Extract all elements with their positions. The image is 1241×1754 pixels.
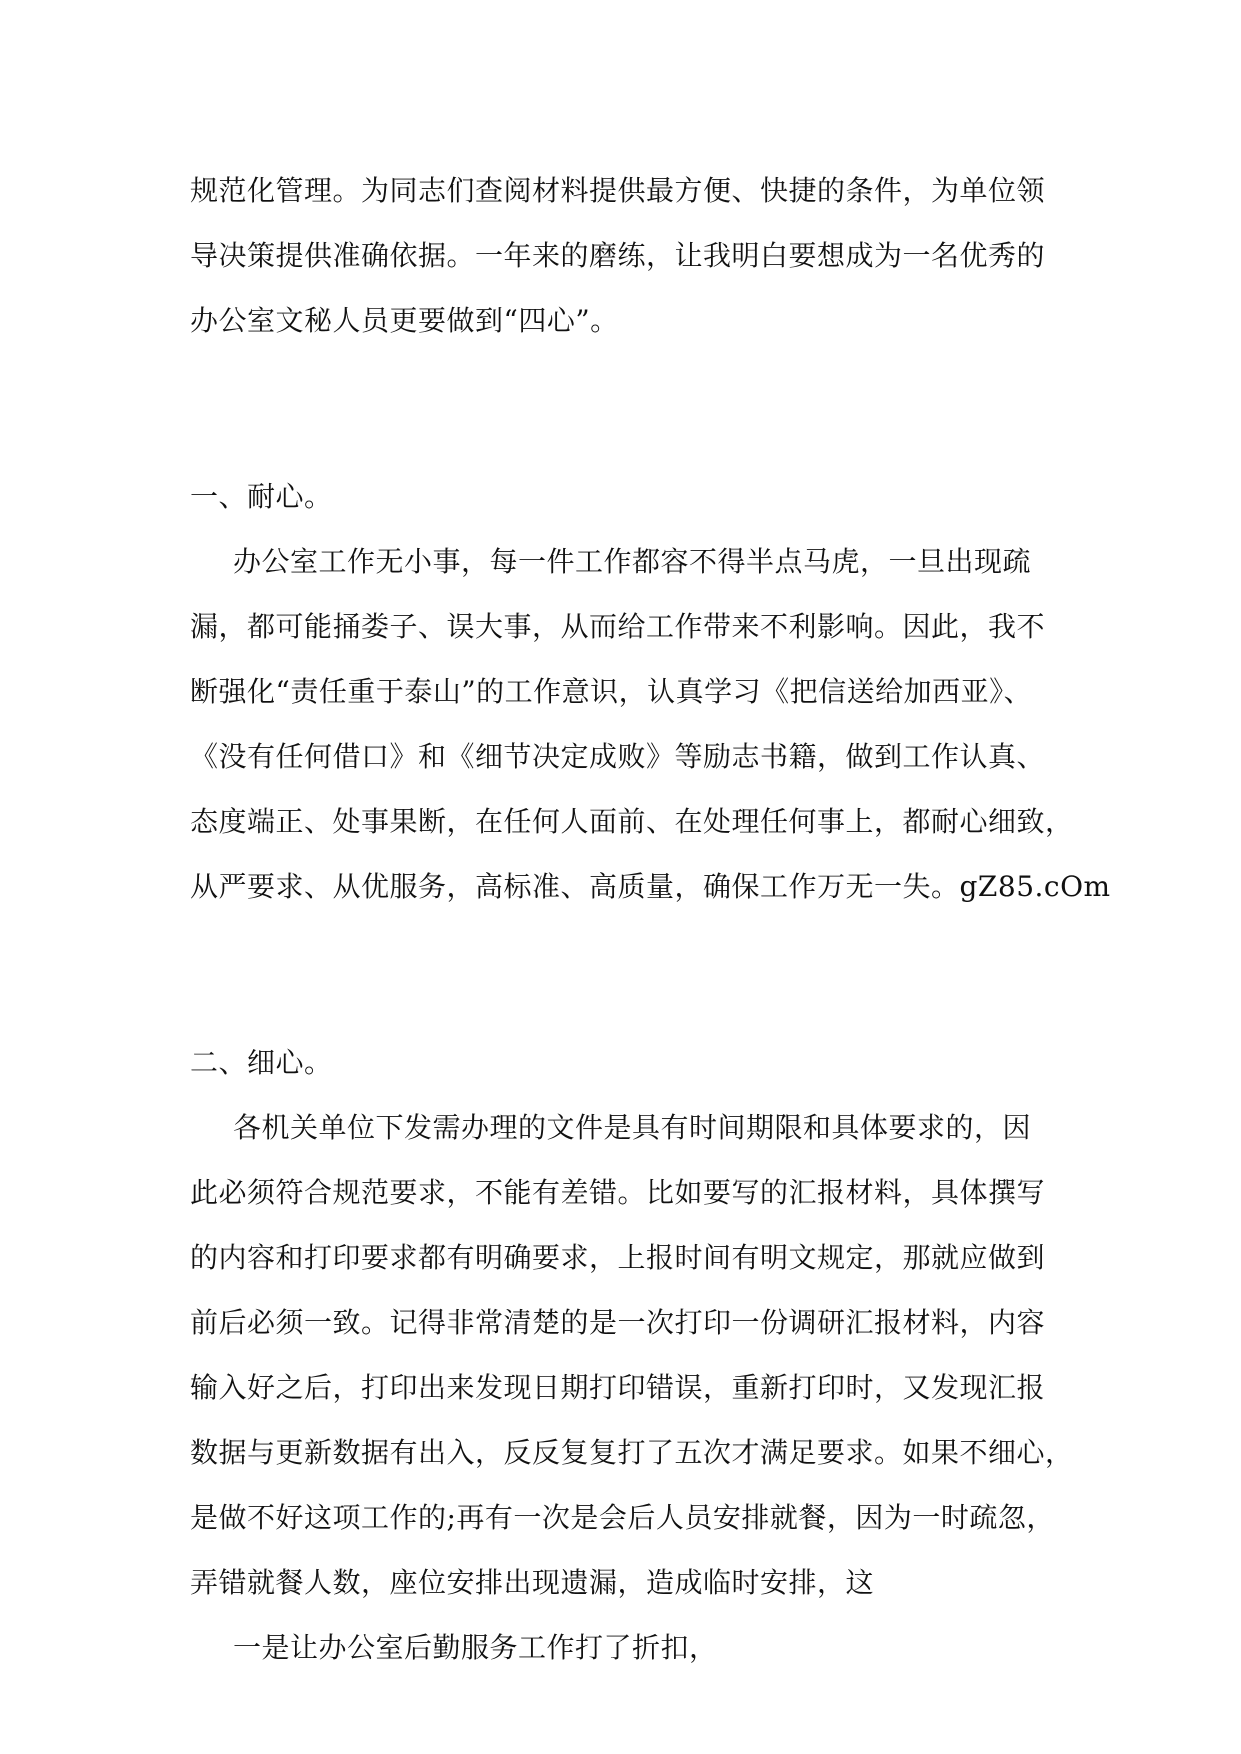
paragraph-gap bbox=[190, 919, 1058, 1030]
section-2-paragraph bbox=[190, 1095, 1074, 1615]
section-1-paragraph bbox=[190, 529, 1111, 919]
text-line: 弄错就餐人数，座位安排出现遗漏，造成临时安排，这 bbox=[190, 1566, 875, 1599]
text-line: 漏，都可能捅娄子、误大事，从而给工作带来不利影响。因此，我不 bbox=[190, 610, 1046, 643]
text-line: 的内容和打印要求都有明确要求，上报时间有明文规定，那就应做到 bbox=[190, 1241, 1046, 1274]
text-line: 态度端正、处事果断，在任何人面前、在处理任何事上，都耐心细致， bbox=[190, 805, 1074, 838]
text-line: 《没有任何借口》和《细节决定成败》等励志书籍，做到工作认真、 bbox=[190, 740, 1046, 773]
section-2 bbox=[190, 1030, 1074, 1680]
text-line: 导决策提供准确依据。一年来的磨练，让我明白要想成为一名优秀的 bbox=[190, 239, 1046, 272]
intro-paragraph bbox=[190, 158, 1058, 353]
section-1 bbox=[190, 464, 1111, 919]
section-heading: 二、细心。 bbox=[190, 1046, 333, 1079]
text-line: 办公室工作无小事，每一件工作都容不得半点马虎，一旦出现疏 bbox=[233, 545, 1032, 578]
paragraph-gap bbox=[190, 353, 1058, 464]
text-line: 断强化“责任重于泰山”的工作意识，认真学习《把信送给加西亚》、 bbox=[190, 675, 1033, 708]
text-line: 各机关单位下发需办理的文件是具有时间期限和具体要求的，因 bbox=[233, 1111, 1032, 1144]
text-line: 规范化管理。为同志们查阅材料提供最方便、快捷的条件，为单位领 bbox=[190, 174, 1046, 207]
text-line: 是做不好这项工作的;再有一次是会后人员安排就餐，因为一时疏忽， bbox=[190, 1501, 1055, 1534]
section-heading: 一、耐心。 bbox=[190, 480, 333, 513]
document-body bbox=[190, 158, 1111, 1680]
text-line: 输入好之后，打印出来发现日期打印错误，重新打印时，又发现汇报 bbox=[190, 1371, 1046, 1404]
text-line: 数据与更新数据有出入，反反复复打了五次才满足要求。如果不细心， bbox=[190, 1436, 1074, 1469]
text-line: 办公室文秘人员更要做到“四心”。 bbox=[190, 304, 619, 337]
text-line: 此必须符合规范要求，不能有差错。比如要写的汇报材料，具体撰写 bbox=[190, 1176, 1046, 1209]
text-line: 一是让办公室后勤服务工作打了折扣， bbox=[233, 1631, 718, 1664]
text-line: 从严要求、从优服务，高标准、高质量，确保工作万无一失。gZ85.cOm bbox=[190, 870, 1111, 903]
text-line: 前后必须一致。记得非常清楚的是一次打印一份调研汇报材料，内容 bbox=[190, 1306, 1046, 1339]
